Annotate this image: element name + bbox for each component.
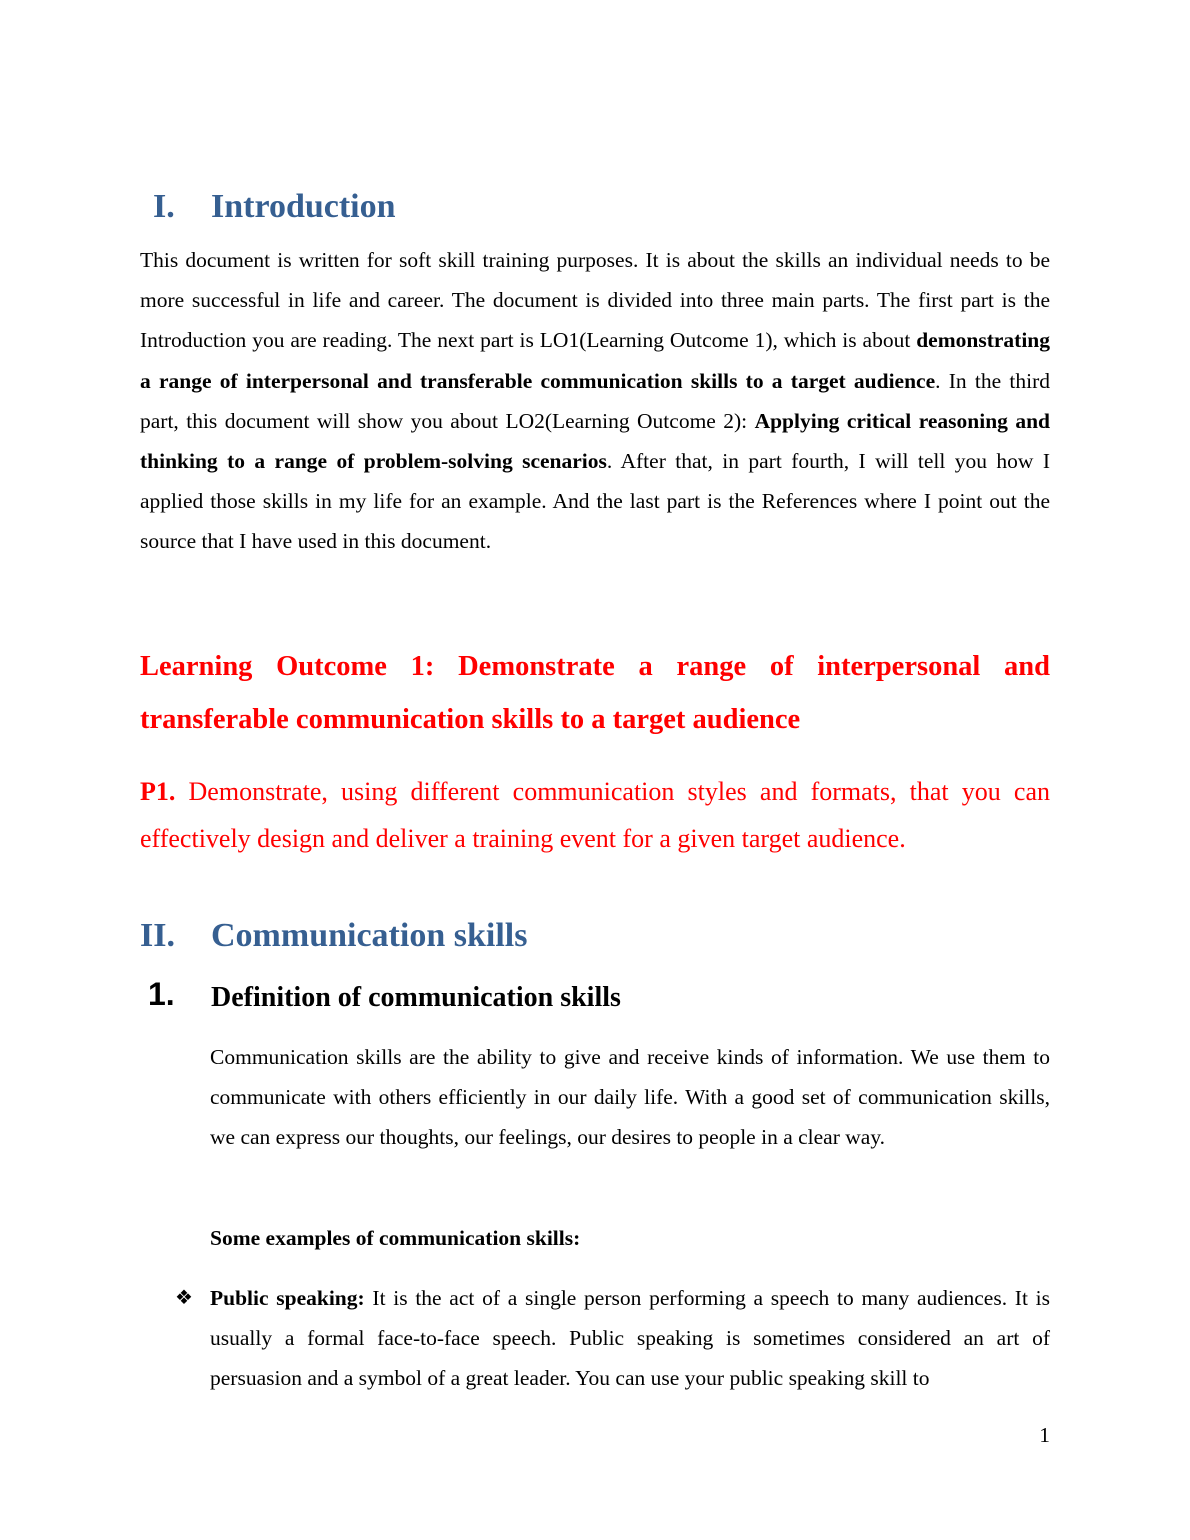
section2-heading-title: Communication skills [211,917,528,954]
page-number: 1 [1039,1423,1050,1447]
intro-text-2: . In the third part, this document will show you about LO2(Learning Outcome 2): [140,368,1050,433]
p1-text: Demonstrate, using different communication styles and formats, that you can effectively design and deliver a training event for a given target audience. [140,777,1050,853]
intro-heading-title: Introduction [211,188,396,225]
definition-heading-number: 1. [148,976,175,1012]
learning-outcome-heading: Learning Outcome 1: Demonstrate a range of interpersonal and transferable communication skills to a target audience [140,651,1050,735]
definition-paragraph: Communication skills are the ability to give and receive kinds of information. We use them to communicate with others efficiently in our daily life. With a good set of communication skills, we can express our thoughts, our feelings, our desires to people in a clear way. [210,1045,1050,1150]
diamond-bullet-icon: ❖ [175,1287,193,1309]
intro-heading-number: I. [153,188,175,225]
intro-text-3: . After that, in part fourth, I will tell you how I applied those skills in my life for an example. And the last part is the References where I point out the source that I have used in this document. [140,449,1051,554]
definition-heading-title: Definition of communication skills [211,982,621,1013]
public-speaking-text: It is the act of a single person performing a speech to many audiences. It is usually a formal face-to-face speech. Public speaking is sometimes considered an art of persuasion and a symbol of a great leader. You can use your public speaking skill to [210,1286,1050,1391]
intro-paragraph [140,240,1050,562]
intro-text-2-bold: Applying critical reasoning and thinking to a range of problem-solving scenarios [140,408,1050,474]
public-speaking-label: Public speaking: [210,1286,365,1310]
p1-label: P1. [140,777,176,806]
section2-heading-number: II. [140,917,175,954]
intro-text-1-bold: demonstrating a range of interpersonal and transferable communication skills to a target audience [140,328,1050,393]
public-speaking-item [210,1278,1050,1399]
examples-heading: Some examples of communication skills: [210,1226,581,1250]
intro-text-1: This document is written for soft skill training purposes. It is about the skills an individual needs to be more successful in life and career. The document is divided into three main parts. The first part is the Introduction you are reading. The next part is LO1(Learning Outcome 1), which is about [140,248,1050,353]
p1-paragraph [140,768,1050,862]
